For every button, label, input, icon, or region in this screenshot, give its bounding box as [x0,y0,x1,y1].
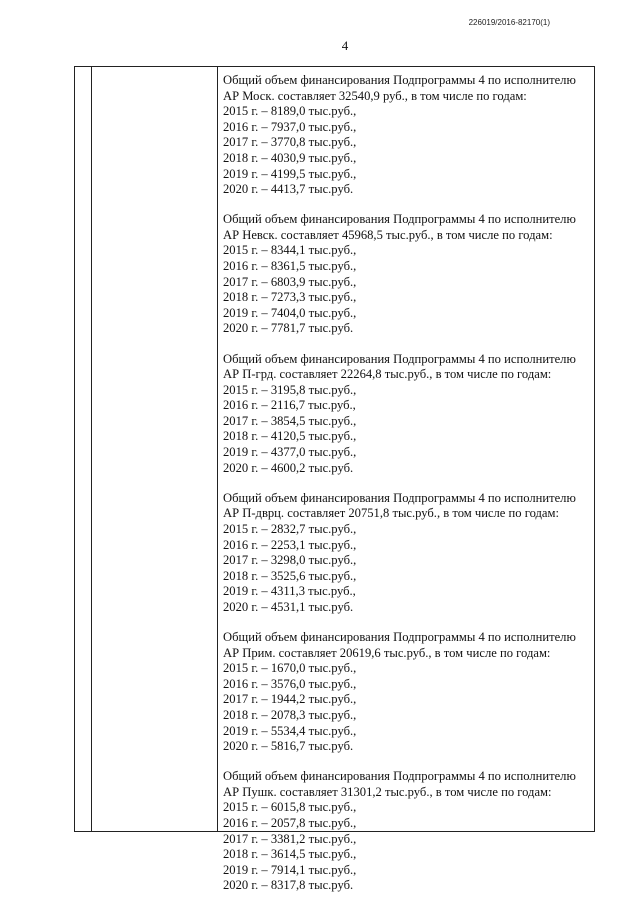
year-line: 2015 г. – 8189,0 тыс.руб., [223,104,357,119]
year-line: 2019 г. – 4199,5 тыс.руб., [223,166,357,181]
funding-block-ar-p-grd [223,352,593,477]
year-line: 2020 г. – 4531,1 тыс.руб. [223,599,354,614]
page-number: 4 [341,38,349,53]
block-intro: Общий объем финансирования Подпрограммы 4 по исполнителю [223,769,576,784]
year-line: 2017 г. – 1944,2 тыс.руб., [223,692,357,707]
year-line: 2019 г. – 7914,1 тыс.руб., [223,862,357,877]
year-line: 2017 г. – 3854,5 тыс.руб., [223,413,357,428]
block-executor-total: АР Невск. составляет 45968,5 тыс.руб., в том числе по годам: [223,227,553,242]
year-line: 2015 г. – 3195,8 тыс.руб., [223,382,357,397]
year-line: 2016 г. – 3576,0 тыс.руб., [223,676,357,691]
block-executor-total: АР П-дврц. составляет 20751,8 тыс.руб., в том числе по годам: [223,506,559,521]
funding-block-ar-mosk [223,73,593,198]
funding-block-ar-pushk [223,769,593,894]
funding-cell [223,73,593,909]
year-line: 2016 г. – 2253,1 тыс.руб., [223,537,357,552]
year-line: 2019 г. – 4311,3 тыс.руб., [223,584,356,599]
funding-block-ar-prim [223,630,593,755]
year-line: 2015 г. – 6015,8 тыс.руб., [223,800,357,815]
block-intro: Общий объем финансирования Подпрограммы 4 по исполнителю [223,490,576,505]
column-divider-1 [91,67,92,831]
year-line: 2017 г. – 6803,9 тыс.руб., [223,274,357,289]
block-intro: Общий объем финансирования Подпрограммы 4 по исполнителю [223,351,576,366]
year-line: 2018 г. – 7273,3 тыс.руб., [223,290,357,305]
year-line: 2017 г. – 3770,8 тыс.руб., [223,135,357,150]
year-line: 2017 г. – 3298,0 тыс.руб., [223,553,357,568]
year-line: 2020 г. – 8317,8 тыс.руб. [223,878,354,893]
funding-block-ar-nevsk [223,212,593,337]
year-line: 2020 г. – 4600,2 тыс.руб. [223,460,354,475]
year-line: 2016 г. – 8361,5 тыс.руб., [223,259,357,274]
funding-table [74,66,595,893]
year-line: 2019 г. – 5534,4 тыс.руб., [223,723,357,738]
year-line: 2018 г. – 2078,3 тыс.руб., [223,707,357,722]
year-line: 2020 г. – 5816,7 тыс.руб. [223,739,354,754]
year-line: 2017 г. – 3381,2 тыс.руб., [223,831,357,846]
year-line: 2018 г. – 3614,5 тыс.руб., [223,847,357,862]
block-executor-total: АР Пушк. составляет 31301,2 тыс.руб., в том числе по годам: [223,784,552,799]
year-line: 2018 г. – 4120,5 тыс.руб., [223,429,357,444]
year-line: 2020 г. – 7781,7 тыс.руб. [223,321,354,336]
column-divider-2 [217,67,218,831]
year-line: 2016 г. – 2116,7 тыс.руб., [223,398,356,413]
year-line: 2016 г. – 2057,8 тыс.руб., [223,816,357,831]
year-line: 2020 г. – 4413,7 тыс.руб. [223,182,354,197]
block-intro: Общий объем финансирования Подпрограммы 4 по исполнителю [223,73,576,87]
year-line: 2018 г. – 4030,9 тыс.руб., [223,150,357,165]
block-intro: Общий объем финансирования Подпрограммы 4 по исполнителю [223,212,576,227]
block-intro: Общий объем финансирования Подпрограммы 4 по исполнителю [223,630,576,644]
year-line: 2015 г. – 1670,0 тыс.руб., [223,661,357,676]
year-line: 2019 г. – 7404,0 тыс.руб., [223,305,357,320]
year-line: 2015 г. – 2832,7 тыс.руб., [223,521,357,536]
block-executor-total: АР Моск. составляет 32540,9 руб., в том числе по годам: [223,88,527,103]
year-line: 2015 г. – 8344,1 тыс.руб., [223,243,357,258]
funding-block-ar-p-dvrts [223,491,593,616]
document-number: 226019/2016-82170(1) [468,18,550,27]
block-executor-total: АР Прим. составляет 20619,6 тыс.руб., в том числе по годам: [223,645,551,660]
block-executor-total: АР П-грд. составляет 22264,8 тыс.руб., в том числе по годам: [223,367,552,382]
year-line: 2019 г. – 4377,0 тыс.руб., [223,445,357,460]
year-line: 2018 г. – 3525,6 тыс.руб., [223,568,357,583]
year-line: 2016 г. – 7937,0 тыс.руб., [223,119,357,134]
